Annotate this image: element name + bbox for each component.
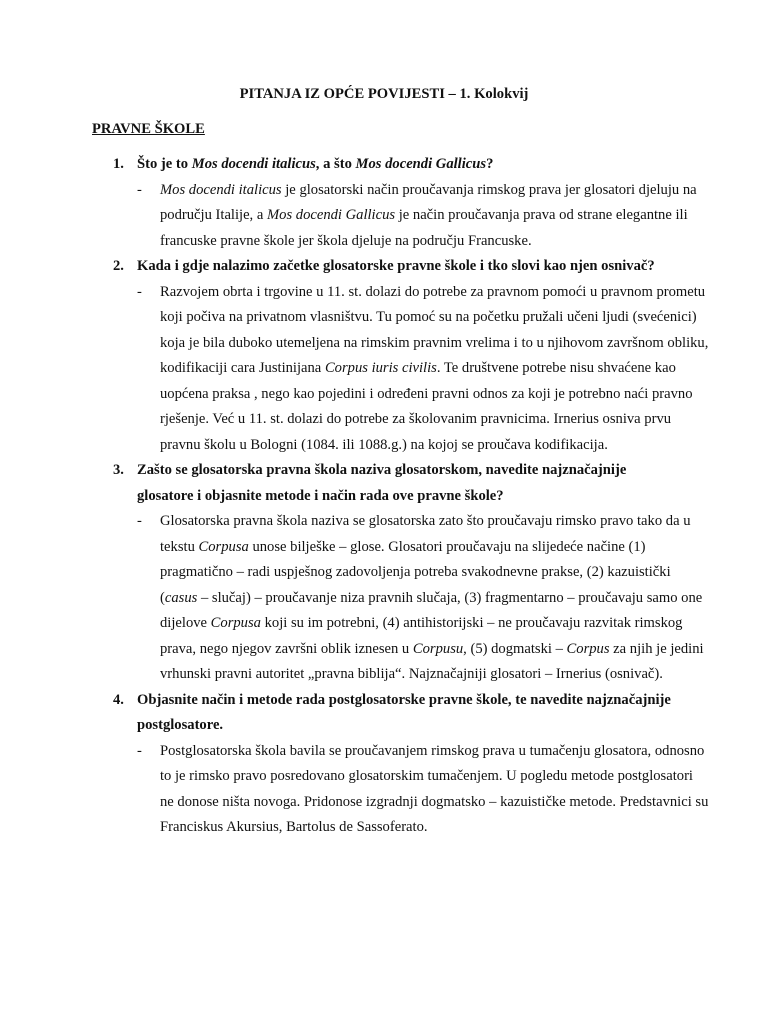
answer-bullet: - <box>137 283 142 300</box>
text-run: Objasnite način i metode rada postglosatorske pravne škole, te navedite najznačajnije postglosatore. <box>137 691 671 733</box>
text-run: Zašto se glosatorska pravna škola naziva glosatorskom, navedite najznačajnije glosatore i objasnite metode i način rada ove pravne škole? <box>137 462 627 504</box>
text-run: je način proučavanja prava od strane elegantne ili francuske pravne škole jer škola djeluje na području Francuske. <box>160 207 688 249</box>
question-list <box>0 152 768 841</box>
answer-text <box>160 509 710 688</box>
answer-text <box>160 178 710 255</box>
question-text <box>137 254 682 280</box>
text-run: Postglosatorska škola bavila se proučavanjem rimskog prava u tumačenju glosatora, odnosno to je rimsko pravo posredovano glosatorskim tumačenjem. U pogledu metode postglosatori ne donose ništa novoga. Pridonose izgradnji dogmatsko – kazuističke metode. Predstavnici su Franciskus Akursius, Bartolus de Sassoferato. <box>160 742 709 835</box>
answer-text <box>160 739 710 841</box>
text-run: – slučaj) – proučavanje niza pravnih slučaja, (3) fragmentarno – proučavaju samo one dijelove <box>160 589 703 631</box>
answer-bullet: - <box>137 513 142 529</box>
text-run: unose bilješke – glose. Glosatori proučavaju na slijedeće načine (1) pragmatično – radi uspješnog zadovoljenja potreba svakodnevne prakse, (2) kazuistički ( <box>160 538 671 606</box>
answer-item <box>0 739 768 841</box>
italic-term: Corpusa <box>210 615 261 631</box>
italic-term: Mos docendi italicus <box>160 181 282 198</box>
question-item <box>0 254 768 458</box>
italic-term: Corpus iuris civilis <box>324 360 437 376</box>
answer-bullet: - <box>137 742 142 759</box>
italic-term: Mos docendi Gallicus <box>266 207 396 223</box>
question-number: 3. <box>113 462 124 478</box>
question-item <box>0 688 768 841</box>
text-run: Kada i gdje nalazimo začetke glosatorske pravne škole i tko slovi kao njen osnivač? <box>137 258 655 274</box>
italic-term: Mos docendi Gallicus <box>355 156 487 172</box>
text-run: Što je to <box>137 156 192 172</box>
question-number: 4. <box>113 691 124 708</box>
italic-term: Corpus <box>566 640 610 657</box>
text-run: ? <box>486 156 494 172</box>
question-number: 2. <box>113 258 124 274</box>
answer-bullet: - <box>137 181 142 198</box>
answer-item <box>0 280 768 459</box>
question-item <box>0 458 768 688</box>
text-run: koji su im potrebni, (4) antihistorijski – ne proučavaju razvitak rimskog prava, nego njegov završni oblik iznesen u <box>160 615 683 657</box>
section-heading: PRAVNE ŠKOLE <box>92 121 205 137</box>
question-text <box>137 458 682 509</box>
question-number: 1. <box>113 156 124 172</box>
answer-text <box>160 280 710 459</box>
text-run: Glosatorska pravna škola naziva se glosatorska zato što proučavaju rimsko pravo tako da u tekstu <box>160 513 691 555</box>
italic-term: Mos docendi italicus <box>191 156 316 172</box>
italic-term: casus <box>164 589 198 606</box>
text-run: Razvojem obrta i trgovine u 11. st. dolazi do potrebe za pravnom pomoći u pravnom prometu koji počiva na privatnom vlasništvu. Tu pomoć su na početku pružali učeni ljudi (svećenici) koja je bila duboko utemeljena na rimskim pravnim vrelima i to u njihovom završnom obliku, kodifikaciji cara Justinijana <box>160 283 709 376</box>
text-run: za njih je jedini vrhunski pravni autoritet „pravna biblija“. Najznačajniji glosatori – Irnerius (osnivač). <box>160 640 704 682</box>
italic-term: Corpusa <box>198 538 249 555</box>
text-run: , (5) dogmatski – <box>463 640 567 657</box>
text-run: je glosatorski način proučavanja rimskog prava jer glosatori djeluju na području Italije, a <box>160 181 697 223</box>
text-run: , a što <box>315 156 356 172</box>
question-text <box>137 688 682 739</box>
question-text <box>137 152 682 178</box>
italic-term: Corpusu <box>412 640 464 657</box>
answer-item <box>0 509 768 688</box>
answer-item <box>0 178 768 255</box>
page-title: PITANJA IZ OPĆE POVIJESTI – 1. Kolokvij <box>239 86 529 102</box>
question-item <box>0 152 768 254</box>
text-run: . Te društvene potrebe nisu shvaćene kao uopćena praksa , nego kao pojedini i određeni pravni odnos za koji je potrebno naći pravno rješenje. Već u 11. st. dolazi do potrebe za školovanim pravnicima. Irnerius osniva prvu pravnu školu u Bologni (1084. ili 1088.g.) na kojoj se proučava kodifikacija. <box>160 360 693 453</box>
